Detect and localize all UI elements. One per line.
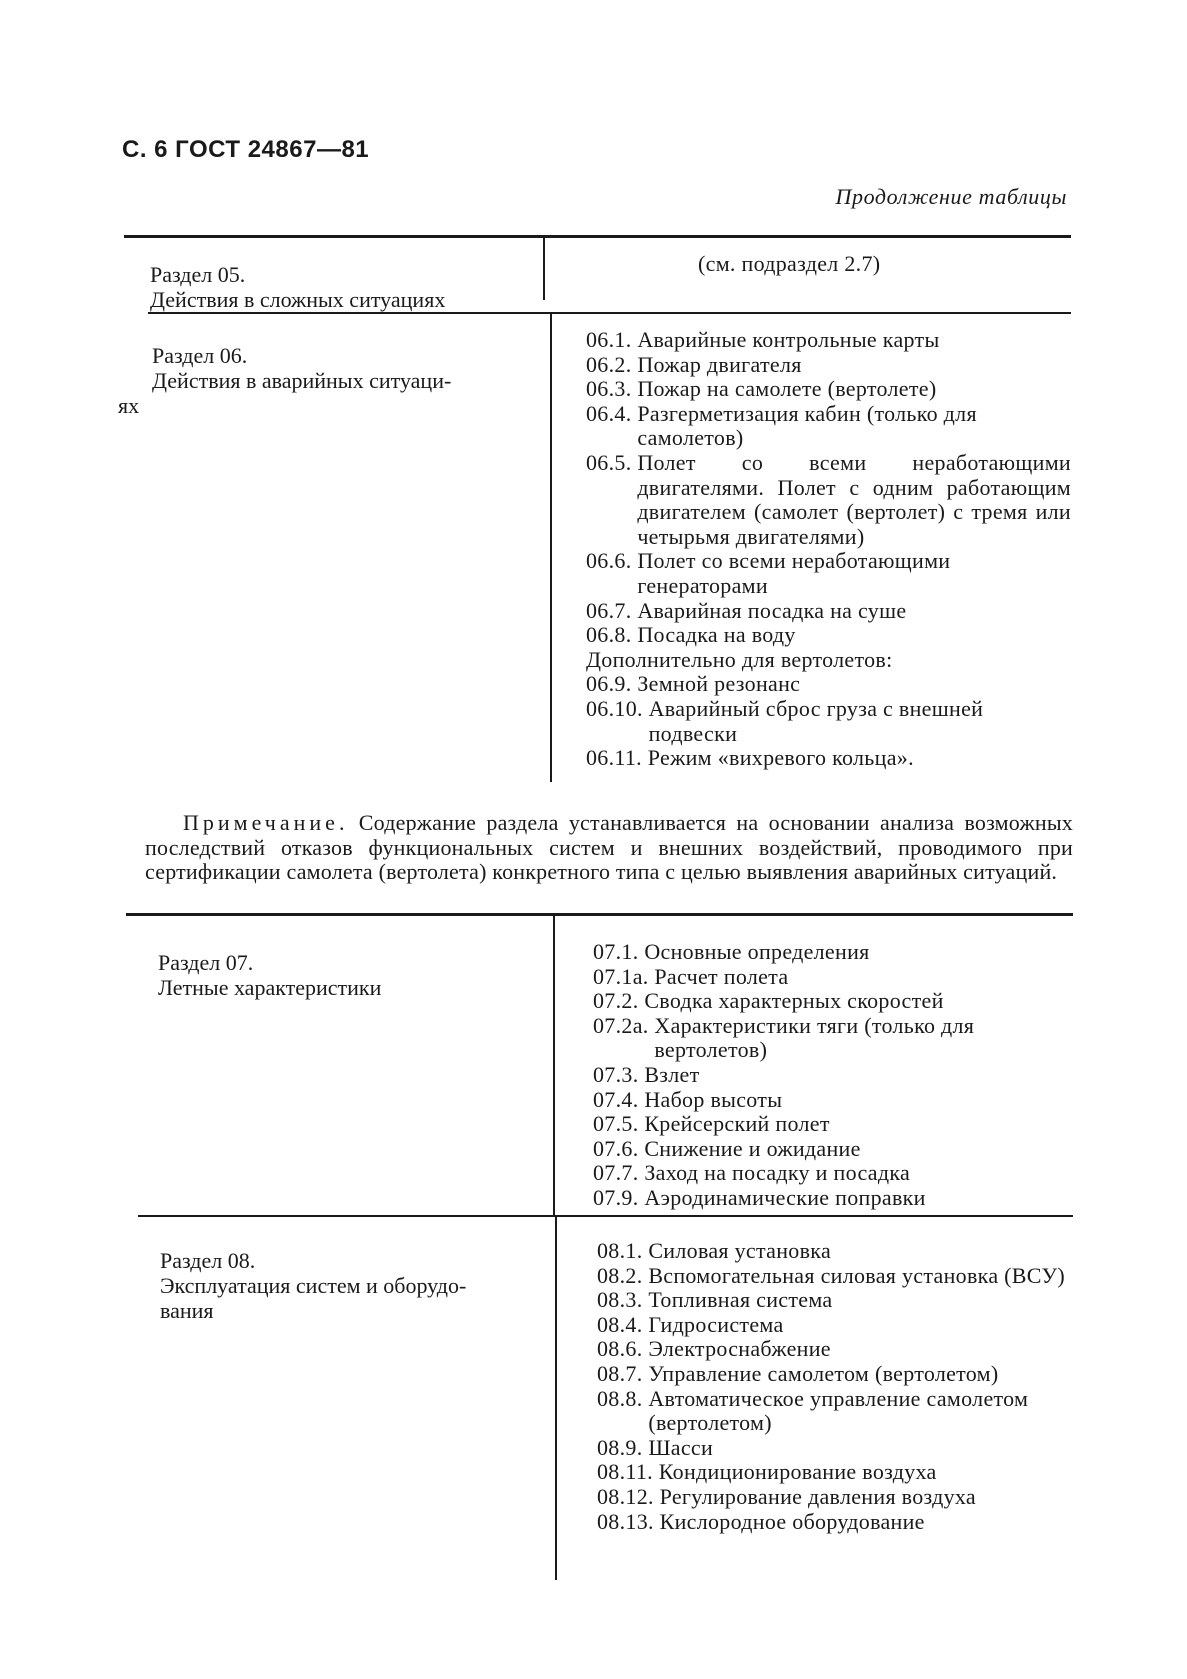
item-text: Полет со всеми неработающими двигателями. Полет с одним работающим двигателем (самолет (вертолет) с тремя или четырьмя двигателями) — [637, 449, 1071, 549]
page-header: С. 6 ГОСТ 24867—81 — [122, 136, 370, 163]
section-08-left — [160, 1248, 540, 1323]
section-05-reference: (см. подраздел 2.7) — [698, 251, 881, 276]
item-number: 08.8. — [597, 1385, 649, 1411]
section-07-items — [593, 940, 1073, 1211]
section-07-left — [158, 950, 538, 1000]
section-08-subtitle-cont: вания — [160, 1298, 214, 1323]
list-item — [597, 1313, 1075, 1338]
section-05-subtitle: Действия в сложных ситуациях — [150, 287, 446, 312]
item-text: Шасси — [648, 1434, 714, 1460]
list-item — [586, 623, 1071, 648]
item-text: Аварийный сброс груза с внешней подвески — [648, 695, 984, 746]
item-text: Аэродинамические поправки — [644, 1184, 926, 1210]
list-item — [597, 1485, 1075, 1510]
list-item — [597, 1460, 1075, 1485]
item-text: Пожар на самолете (вертолете) — [637, 376, 937, 402]
list-item — [597, 1436, 1075, 1461]
item-number: 06.1. — [586, 327, 638, 352]
list-item — [593, 965, 1073, 990]
table-continuation-label: Продолжение таблицы — [835, 184, 1067, 209]
list-item — [597, 1288, 1075, 1313]
item-text: Вспомогательная силовая установка (ВСУ) — [648, 1262, 1065, 1288]
list-item — [593, 1088, 1073, 1113]
item-text: Разгерметизация кабин (только для самолетов) — [637, 400, 977, 451]
item-number: 06.3. — [586, 376, 638, 402]
item-number: 08.11. — [597, 1459, 659, 1485]
item-number: 06.9. — [586, 671, 638, 697]
item-text: Крейсерский полет — [644, 1111, 830, 1137]
list-item — [597, 1264, 1075, 1289]
item-text: Сводка характерных скоростей — [644, 988, 944, 1014]
item-number: 06.7. — [586, 597, 638, 623]
item-text: Аварийные контрольные карты — [637, 327, 940, 352]
list-item — [586, 402, 1071, 451]
item-number: 08.1. — [597, 1238, 649, 1263]
item-number: 06.6. — [586, 548, 638, 574]
section-06-title: Раздел 06. — [152, 343, 248, 368]
column-divider — [555, 1215, 557, 1580]
item-text: Расчет полета — [654, 963, 789, 989]
table-rule — [126, 913, 1073, 916]
item-text: Характеристики тяги (только для вертолетов) — [654, 1012, 975, 1063]
item-number: 06.5. — [586, 449, 638, 475]
column-divider — [550, 312, 552, 782]
item-text: Регулирование давления воздуха — [659, 1483, 976, 1509]
item-number: 07.2а. — [593, 1012, 655, 1038]
list-item — [597, 1510, 1075, 1535]
list-item — [586, 697, 1071, 746]
item-number: 06.4. — [586, 400, 638, 426]
item-number: 06.10. — [586, 695, 649, 721]
item-number: 07.4. — [593, 1086, 645, 1112]
section-08-title: Раздел 08. — [160, 1248, 256, 1273]
section-08-subtitle: Эксплуатация систем и оборудо- — [160, 1273, 467, 1298]
item-text: Силовая установка — [648, 1238, 832, 1263]
item-text: Снижение и ожидание — [644, 1135, 861, 1161]
list-item — [593, 1186, 1073, 1211]
section-05-left — [150, 262, 530, 312]
item-number: 08.3. — [597, 1287, 649, 1313]
item-text: Гидросистема — [648, 1311, 784, 1337]
list-item — [593, 1014, 1073, 1063]
item-text: Управление самолетом (вертолетом) — [648, 1360, 999, 1386]
item-number: 07.1. — [593, 939, 645, 964]
section-07-subtitle: Летные характеристики — [158, 975, 382, 1000]
item-number: 08.4. — [597, 1311, 649, 1337]
item-text: Пожар двигателя — [637, 351, 802, 377]
item-text: Полет со всеми неработающими генераторами — [637, 548, 951, 598]
list-item — [597, 1387, 1075, 1436]
item-text: Кислородное оборудование — [659, 1508, 925, 1534]
item-text: Кондиционирование воздуха — [658, 1459, 937, 1485]
item-text: Аварийная посадка на суше — [637, 597, 907, 623]
section-06-subtitle-cont: ях — [118, 393, 140, 418]
item-number: 07.7. — [593, 1160, 645, 1186]
list-item — [593, 1161, 1073, 1186]
list-item — [593, 1063, 1073, 1088]
note-text: Содержание раздела устанавливается на основании анализа возможных последствий отказов функциональных систем и внешних воздействий, проводимого при сертификации самолета (вертолета) конкретного типа с целью выявления аварийных ситуаций. — [145, 810, 1073, 884]
item-number: 08.7. — [597, 1360, 649, 1386]
list-item — [586, 353, 1071, 378]
item-text: Набор высоты — [644, 1086, 783, 1112]
item-text: Режим «вихревого кольца». — [647, 745, 914, 771]
item-number: 08.6. — [597, 1336, 649, 1362]
item-number: 07.5. — [593, 1111, 645, 1137]
list-item — [586, 746, 1071, 771]
item-text: Основные определения — [644, 939, 870, 964]
section-05-title: Раздел 05. — [150, 262, 246, 287]
item-number: 07.2. — [593, 988, 645, 1014]
item-number: 06.8. — [586, 622, 638, 648]
item-number: 08.2. — [597, 1262, 649, 1288]
list-item — [593, 1112, 1073, 1137]
section-07-rule — [138, 1215, 1073, 1217]
list-item — [586, 672, 1071, 697]
item-text: Топливная система — [648, 1287, 833, 1313]
note-label: Примечание. — [183, 810, 349, 835]
list-item — [586, 549, 1071, 598]
item-text: Земной резонанс — [637, 671, 801, 697]
item-number: 07.6. — [593, 1135, 645, 1161]
item-number: 07.3. — [593, 1061, 645, 1087]
column-divider — [553, 916, 555, 1216]
item-number: 07.9. — [593, 1184, 645, 1210]
section-06-subtitle: Действия в аварийных ситуаци- — [152, 368, 452, 393]
table-top-rule — [124, 235, 1071, 238]
list-item — [597, 1337, 1075, 1362]
item-text: Посадка на воду — [637, 622, 796, 648]
section-07-title: Раздел 07. — [158, 950, 254, 975]
item-number: 08.9. — [597, 1434, 649, 1460]
list-item — [597, 1362, 1075, 1387]
item-number: 08.13. — [597, 1508, 660, 1534]
list-item — [593, 1137, 1073, 1162]
list-item — [593, 989, 1073, 1014]
item-number: 06.2. — [586, 351, 638, 377]
list-item — [586, 599, 1071, 624]
item-number: 07.1а. — [593, 963, 655, 989]
section-08-items — [597, 1239, 1075, 1534]
section-06-items — [586, 328, 1071, 771]
item-text: Взлет — [644, 1061, 700, 1087]
item-text: Автоматическое управление самолетом (вертолетом) — [648, 1385, 1029, 1436]
list-item — [597, 1239, 1075, 1264]
list-item — [586, 377, 1071, 402]
item-number: 06.11. — [586, 745, 648, 771]
list-item — [586, 451, 1071, 549]
section-06-left — [118, 343, 522, 418]
note-paragraph — [145, 811, 1073, 885]
item-text: Заход на посадку и посадка — [644, 1160, 911, 1186]
section-05-rule — [148, 312, 1071, 314]
column-divider — [543, 238, 545, 300]
helicopter-extra-label: Дополнительно для вертолетов: — [586, 646, 893, 672]
list-item — [586, 328, 1071, 353]
item-text: Электроснабжение — [648, 1336, 831, 1362]
list-item — [593, 940, 1073, 965]
item-number: 08.12. — [597, 1483, 660, 1509]
